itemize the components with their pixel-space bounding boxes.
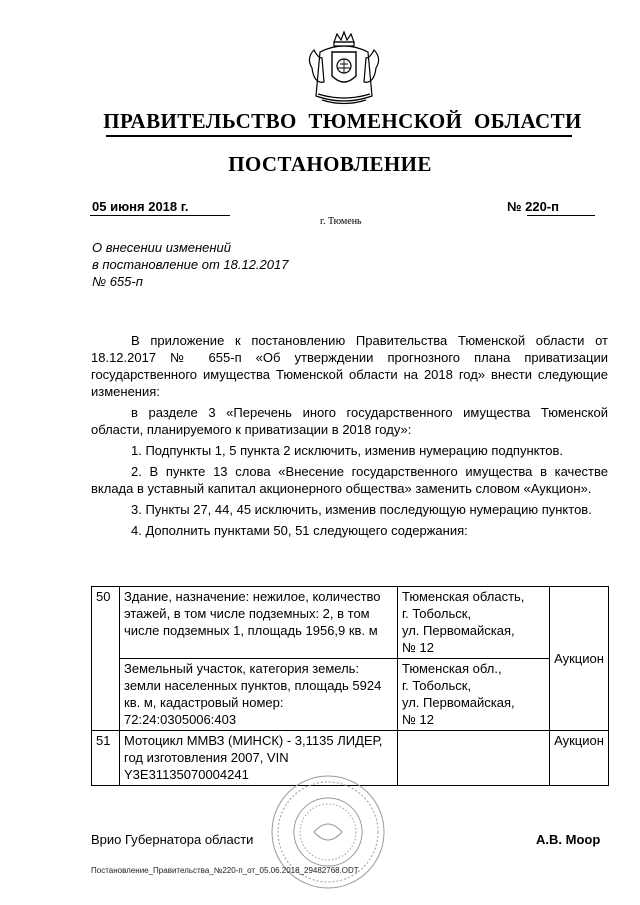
item-number-cell: 50 <box>92 587 120 731</box>
item-description-cell: Здание, назначение: нежилое, количество этажей, в том числе подземных: 2, в том числе подземных 1, площадь 1956,9 кв. м <box>120 587 398 659</box>
address-line: № 12 <box>402 640 435 655</box>
coat-of-arms-icon <box>302 28 386 108</box>
document-subject <box>92 239 288 290</box>
privatization-items-table <box>91 586 609 786</box>
address-line: ул. Первомайская, <box>402 623 515 638</box>
address-line: ул. Первомайская, <box>402 695 515 710</box>
document-body <box>91 332 608 539</box>
subject-line: № 655-п <box>92 274 143 289</box>
document-city: г. Тюмень <box>320 216 362 227</box>
item-description-cell: Земельный участок, категория земель: земли населенных пунктов, площадь 5924 кв. м, кадастровый номер: 72:24:0305006:403 <box>120 659 398 731</box>
subject-line: в постановление от 18.12.2017 <box>92 257 289 272</box>
amendment-item-1: 1. Подпункты 1, 5 пункта 2 исключить, изменив нумерацию подпунктов. <box>131 443 564 458</box>
item-method-cell: Аукцион <box>550 587 609 731</box>
signer-name: А.В. Моор <box>536 832 601 847</box>
intro-paragraph: В приложение к постановлению Правительства Тюменской области от 18.12.2017 № 655-п «Об утверждении прогнозного плана приватизации государственного имущества Тюменской области на 2018 год» внести следующие изменения: <box>91 333 608 399</box>
item-address-cell <box>398 587 550 659</box>
document-type-heading: ПОСТАНОВЛЕНИЕ <box>228 152 432 176</box>
date-underline <box>90 215 230 216</box>
address-line: Тюменская обл., <box>402 661 502 676</box>
item-description-cell: Мотоцикл ММВЗ (МИНСК) - 3,1135 ЛИДЕР, год изготовления 2007, VIN Y3E31135070004241 <box>120 731 398 786</box>
number-underline <box>527 215 595 216</box>
amendment-item-4: 4. Дополнить пунктами 50, 51 следующего содержания: <box>131 523 468 538</box>
organization-title: ПРАВИТЕЛЬСТВО ТЮМЕНСКОЙ ОБЛАСТИ <box>103 109 582 133</box>
amendment-item-3: 3. Пункты 27, 44, 45 исключить, изменив последующую нумерацию пунктов. <box>131 502 592 517</box>
address-line: № 12 <box>402 712 435 727</box>
document-date: 05 июня 2018 г. <box>92 199 189 214</box>
item-address-cell <box>398 659 550 731</box>
address-line: Тюменская область, <box>402 589 525 604</box>
address-line: г. Тобольск, <box>402 678 472 693</box>
item-address-cell <box>398 731 550 786</box>
footer-file-id: Постановление_Правительства_№220-п_от_05.06.2018_29482768.ODT <box>91 866 359 875</box>
item-method-cell: Аукцион <box>550 731 609 786</box>
title-divider <box>106 135 572 137</box>
address-line: г. Тобольск, <box>402 606 472 621</box>
document-number: № 220-п <box>507 199 559 214</box>
subject-line: О внесении изменений <box>92 240 231 255</box>
signer-position: Врио Губернатора области <box>91 832 254 847</box>
table-row <box>92 587 609 659</box>
table-row <box>92 659 609 731</box>
amendment-item-2: 2. В пункте 13 слова «Внесение государственного имущества в качестве вклада в уставный капитал акционерного общества» заменить словом «Аукцион». <box>91 464 608 496</box>
section-paragraph: в разделе 3 «Перечень иного государственного имущества Тюменской области, планируемого к приватизации в 2018 году»: <box>91 405 608 437</box>
item-number-cell: 51 <box>92 731 120 786</box>
